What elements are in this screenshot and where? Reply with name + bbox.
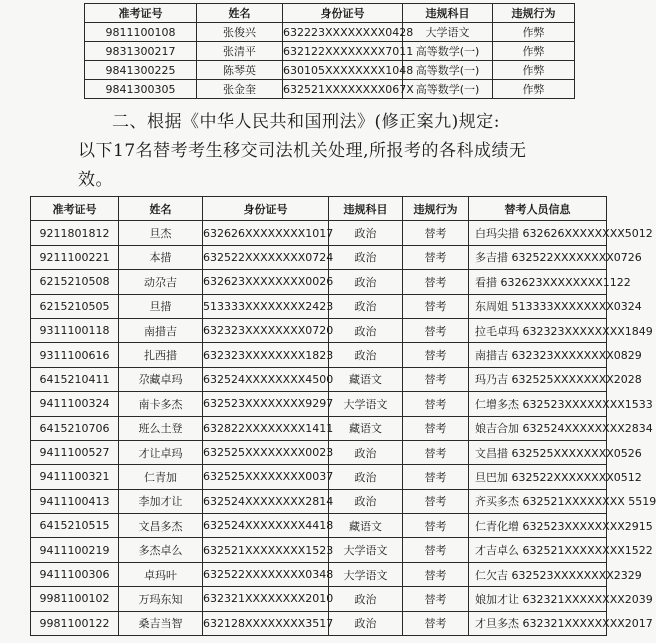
table-cell: 9411100219 (31, 538, 119, 562)
table-row (31, 538, 607, 562)
table-row (31, 489, 607, 513)
table-row (31, 514, 607, 538)
table-cell: 政治 (329, 294, 403, 318)
table-cell: 替考 (403, 440, 469, 464)
table-cell: 政治 (329, 270, 403, 294)
table-cell: 替考 (403, 587, 469, 611)
table-cell: 6215210508 (31, 270, 119, 294)
table-row (85, 23, 575, 42)
table-row (31, 221, 607, 245)
table-cell: 大学语文 (329, 562, 403, 586)
table-cell: 9841300225 (85, 61, 197, 80)
table-cell: 9311100118 (31, 318, 119, 342)
table-row (85, 42, 575, 61)
column-header: 违规科目 (403, 4, 493, 23)
column-header: 姓名 (119, 197, 203, 221)
table-cell: 632525XXXXXXXX0023 (203, 440, 329, 464)
table-cell: 旦巴加 632522XXXXXXXX0512 (469, 465, 607, 489)
table-header-row (85, 4, 575, 23)
table-cell: 东周姐 513333XXXXXXXX0324 (469, 294, 607, 318)
table-cell: 632524XXXXXXXX4500 (203, 367, 329, 391)
table-cell: 632323XXXXXXXX0720 (203, 318, 329, 342)
table-cell: 替考 (403, 514, 469, 538)
table-cell: 632523XXXXXXXX9297 (203, 392, 329, 416)
table-cell: 632321XXXXXXXX2010 (203, 587, 329, 611)
table-cell: 9411100527 (31, 440, 119, 464)
table-cell: 才让卓玛 (119, 440, 203, 464)
table-cell: 9981100102 (31, 587, 119, 611)
table-cell: 替考 (403, 416, 469, 440)
table-cell: 南措吉 632323XXXXXXXX0829 (469, 343, 607, 367)
table-cell: 9831300217 (85, 42, 197, 61)
table-cell: 政治 (329, 318, 403, 342)
column-header: 违规行为 (403, 197, 469, 221)
table-cell: 卓玛叶 (119, 562, 203, 586)
table-cell: 9811100108 (85, 23, 197, 42)
table-cell: 政治 (329, 489, 403, 513)
table-row (31, 294, 607, 318)
table-cell: 玛乃吉 632525XXXXXXXX2028 (469, 367, 607, 391)
paragraph-line-3: 效。 (78, 170, 113, 190)
table-cell: 大学语文 (329, 538, 403, 562)
table-cell: 桑吉当智 (119, 611, 203, 635)
table-cell: 替考 (403, 392, 469, 416)
table-cell: 632822XXXXXXXX1411 (203, 416, 329, 440)
table-cell: 9211801812 (31, 221, 119, 245)
table-cell: 高等数学(一) (403, 80, 493, 99)
table-cell: 作弊 (493, 42, 575, 61)
table-cell: 作弊 (493, 80, 575, 99)
table-cell: 632122XXXXXXXX7011 (283, 42, 403, 61)
column-header: 准考证号 (31, 197, 119, 221)
table-cell: 藏语文 (329, 367, 403, 391)
table-row (31, 245, 607, 269)
table-cell: 旦杰 (119, 221, 203, 245)
column-header: 身份证号 (203, 197, 329, 221)
table-row (31, 318, 607, 342)
table-cell: 大学语文 (329, 392, 403, 416)
table-cell: 仁增多杰 632523XXXXXXXX1533 (469, 392, 607, 416)
table-cell: 替考 (403, 367, 469, 391)
table-cell: 9411100321 (31, 465, 119, 489)
table-cell: 632521XXXXXXXX1523 (203, 538, 329, 562)
paragraph-line-2: 以下17名替考考生移交司法机关处理,所报考的各科成绩无 (78, 141, 527, 161)
table-cell: 作弊 (493, 61, 575, 80)
table-row (31, 587, 607, 611)
table-cell: 632623XXXXXXXX0026 (203, 270, 329, 294)
table-cell: 大学语文 (403, 23, 493, 42)
table-cell: 632323XXXXXXXX1823 (203, 343, 329, 367)
table-row (31, 270, 607, 294)
table-cell: 拉毛卓玛 632323XXXXXXXX1849 (469, 318, 607, 342)
table-cell: 南措吉 (119, 318, 203, 342)
table-cell: 旦措 (119, 294, 203, 318)
table-cell: 齐买多杰 632521XXXXXXXX 5519 (469, 489, 607, 513)
table-row (31, 392, 607, 416)
table-cell: 632223XXXXXXXX0428 (283, 23, 403, 42)
table-cell: 替考 (403, 270, 469, 294)
table-cell: 替考 (403, 611, 469, 635)
table-cell: 万玛东知 (119, 587, 203, 611)
table-cell: 632521XXXXXXXX067X (283, 80, 403, 99)
table-cell: 6415210706 (31, 416, 119, 440)
table-cell: 630105XXXXXXXX1048 (283, 61, 403, 80)
table-row (31, 343, 607, 367)
table-row (31, 562, 607, 586)
table-cell: 南卡多杰 (119, 392, 203, 416)
table-cell: 513333XXXXXXXX2423 (203, 294, 329, 318)
table-cell: 替考 (403, 343, 469, 367)
table-cell: 632626XXXXXXXX1017 (203, 221, 329, 245)
table-cell: 张金奎 (197, 80, 283, 99)
column-header: 替考人员信息 (469, 197, 607, 221)
violation-table-substitution (30, 196, 656, 636)
table-cell: 9211100221 (31, 245, 119, 269)
table-cell: 9411100324 (31, 392, 119, 416)
table-cell: 政治 (329, 440, 403, 464)
table-cell: 娘吉合加 632524XXXXXXXX2834 (469, 416, 607, 440)
column-header: 准考证号 (85, 4, 197, 23)
table-cell: 才吉卓么 632521XXXXXXXX1522 (469, 538, 607, 562)
table-cell: 多吉措 632522XXXXXXXX0726 (469, 245, 607, 269)
table-cell: 陈琴英 (197, 61, 283, 80)
table-cell: 替考 (403, 221, 469, 245)
table-row (31, 416, 607, 440)
table-cell: 632524XXXXXXXX4418 (203, 514, 329, 538)
table-cell: 李加才让 (119, 489, 203, 513)
table-cell: 替考 (403, 465, 469, 489)
column-header: 违规行为 (493, 4, 575, 23)
table-cell: 替考 (403, 562, 469, 586)
table-cell: 632522XXXXXXXX0348 (203, 562, 329, 586)
table-cell: 动尕吉 (119, 270, 203, 294)
table-cell: 9411100306 (31, 562, 119, 586)
table-cell: 政治 (329, 587, 403, 611)
table-cell: 6215210505 (31, 294, 119, 318)
table-row (31, 465, 607, 489)
table-row (31, 367, 607, 391)
table-cell: 替考 (403, 318, 469, 342)
table-cell: 9981100122 (31, 611, 119, 635)
table-cell: 替考 (403, 245, 469, 269)
table-cell: 班么土登 (119, 416, 203, 440)
table-cell: 9411100413 (31, 489, 119, 513)
table-cell: 扎西措 (119, 343, 203, 367)
table-cell: 娘加才让 632321XXXXXXXX2039 (469, 587, 607, 611)
table-cell: 政治 (329, 245, 403, 269)
table-cell: 本措 (119, 245, 203, 269)
table-row (85, 61, 575, 80)
table-cell: 文昌措 632525XXXXXXXX0526 (469, 440, 607, 464)
table-cell: 藏语文 (329, 416, 403, 440)
table-cell: 尕藏卓玛 (119, 367, 203, 391)
table-cell: 仁青化增 632523XXXXXXXX2915 (469, 514, 607, 538)
table-cell: 632128XXXXXXXX3517 (203, 611, 329, 635)
table-cell: 政治 (329, 221, 403, 245)
table-cell: 政治 (329, 465, 403, 489)
table-row (85, 80, 575, 99)
table-cell: 632524XXXXXXXX2814 (203, 489, 329, 513)
table-cell: 张清平 (197, 42, 283, 61)
table-cell: 仁青加 (119, 465, 203, 489)
table-cell: 仁欠吉 632523XXXXXXXX2329 (469, 562, 607, 586)
table-cell: 多杰卓么 (119, 538, 203, 562)
column-header: 身份证号 (283, 4, 403, 23)
table-cell: 藏语文 (329, 514, 403, 538)
table-cell: 才旦多杰 632321XXXXXXXX2017 (469, 611, 607, 635)
table-cell: 高等数学(一) (403, 61, 493, 80)
table-cell: 替考 (403, 294, 469, 318)
table-cell: 9841300305 (85, 80, 197, 99)
regulation-paragraph (78, 108, 618, 195)
table-header-row (31, 197, 607, 221)
table-cell: 632522XXXXXXXX0724 (203, 245, 329, 269)
table-cell: 替考 (403, 489, 469, 513)
table-cell: 看措 632623XXXXXXXX1122 (469, 270, 607, 294)
table-cell: 9311100616 (31, 343, 119, 367)
table-cell: 6415210411 (31, 367, 119, 391)
table-cell: 高等数学(一) (403, 42, 493, 61)
table-cell: 白玛尖措 632626XXXXXXXX5012 (469, 221, 607, 245)
table-cell: 6415210515 (31, 514, 119, 538)
table-row (31, 611, 607, 635)
table-cell: 政治 (329, 611, 403, 635)
paragraph-line-1: 二、根据《中华人民共和国刑法》(修正案九)规定: (112, 112, 500, 132)
violation-table-cheating (84, 3, 575, 99)
table-cell: 张俊兴 (197, 23, 283, 42)
table-cell: 632525XXXXXXXX0037 (203, 465, 329, 489)
table-cell: 作弊 (493, 23, 575, 42)
column-header: 姓名 (197, 4, 283, 23)
column-header: 违规科目 (329, 197, 403, 221)
table-row (31, 440, 607, 464)
table-cell: 文昌多杰 (119, 514, 203, 538)
table-cell: 政治 (329, 343, 403, 367)
table-cell: 替考 (403, 538, 469, 562)
